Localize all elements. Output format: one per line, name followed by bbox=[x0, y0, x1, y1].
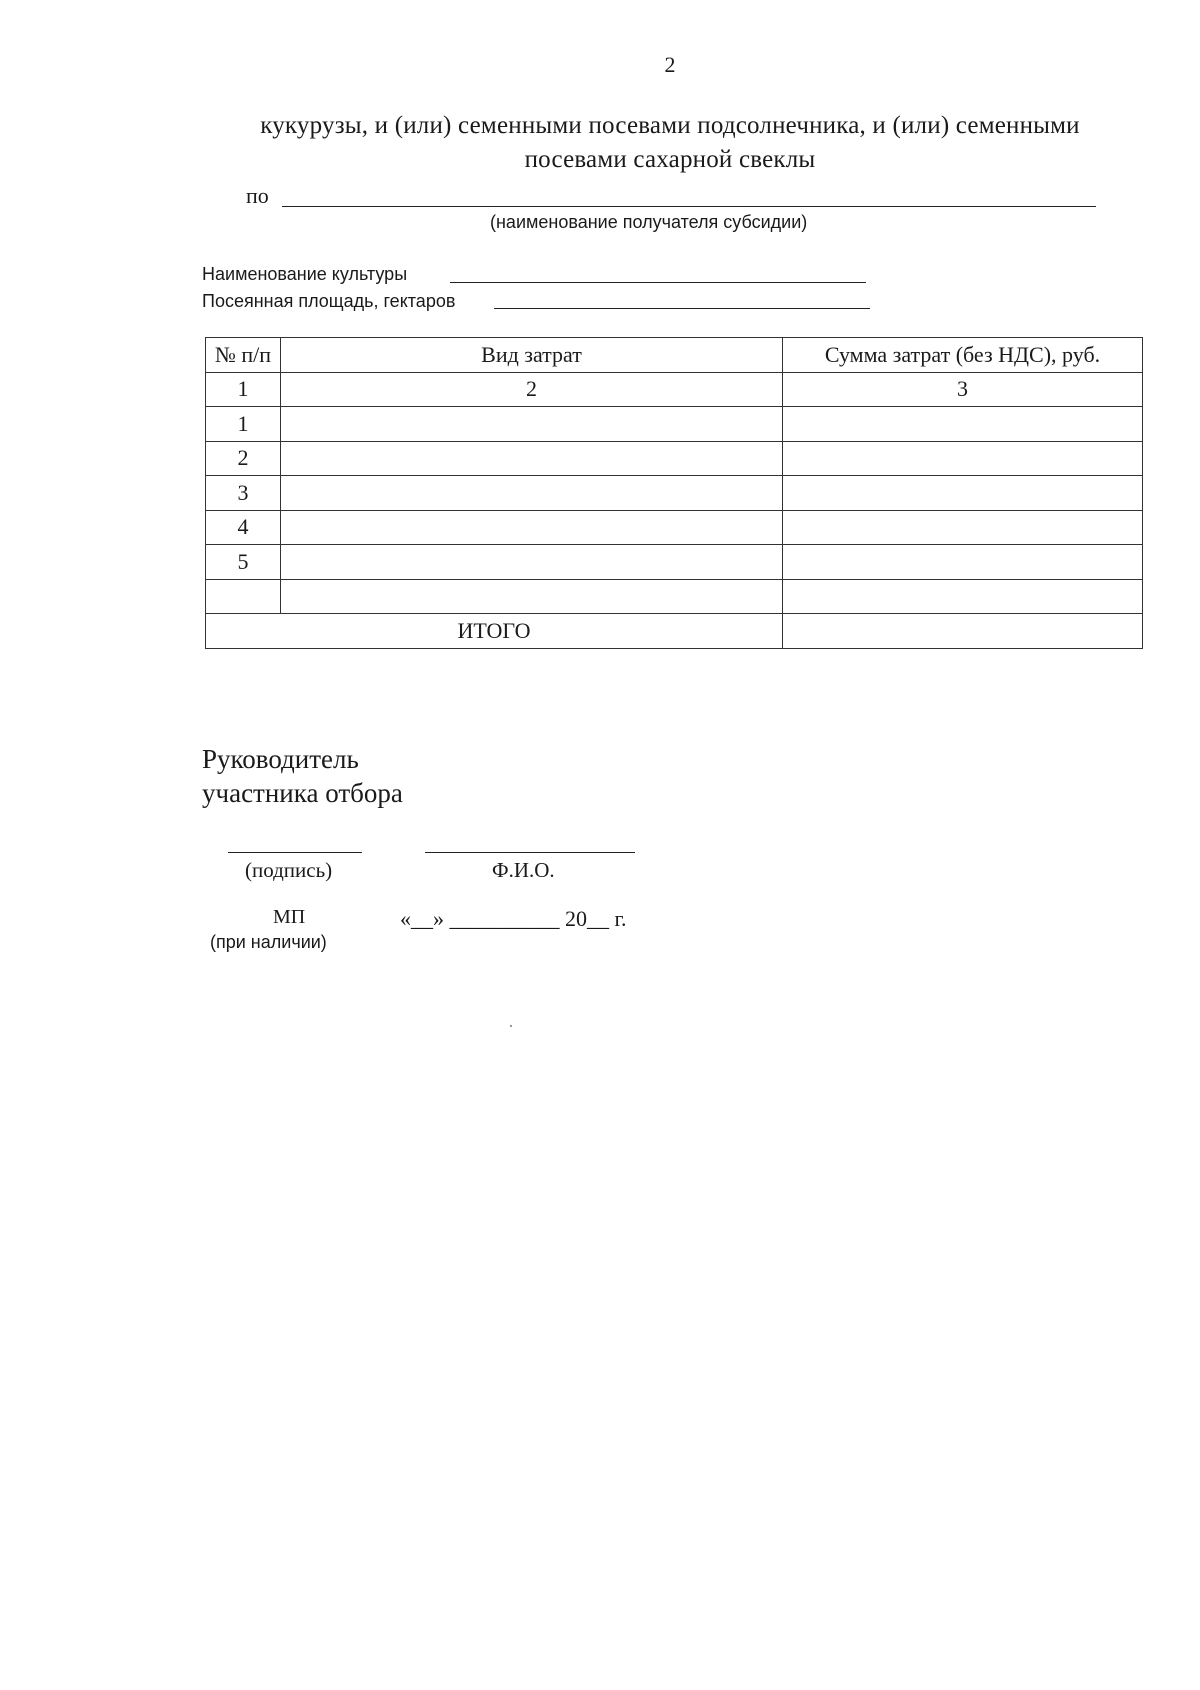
table-header-row bbox=[206, 338, 1143, 373]
stamp-note: (при наличии) bbox=[210, 932, 327, 952]
stamp-label: МП bbox=[273, 906, 306, 928]
total-label: ИТОГО bbox=[206, 614, 783, 649]
full-name-caption: Ф.И.О. bbox=[492, 858, 555, 882]
table-column-numbers-row bbox=[206, 372, 1143, 407]
recipient-prefix: по bbox=[246, 183, 269, 208]
cost-type-cell[interactable] bbox=[281, 476, 783, 511]
head-title-line-1: Руководитель bbox=[202, 744, 359, 774]
costs-table bbox=[205, 337, 1143, 649]
table-row bbox=[206, 545, 1143, 580]
header-cost-sum: Сумма затрат (без НДС), руб. bbox=[783, 338, 1143, 373]
cost-sum-cell[interactable] bbox=[783, 441, 1143, 476]
crop-name-label: Наименование культуры bbox=[202, 264, 408, 284]
cost-sum-cell[interactable] bbox=[783, 545, 1143, 580]
head-title-line-2: участника отбора bbox=[202, 778, 403, 808]
cost-type-cell[interactable] bbox=[281, 441, 783, 476]
row-number: 2 bbox=[206, 441, 281, 476]
cost-type-cell[interactable] bbox=[281, 510, 783, 545]
table-total-row bbox=[206, 614, 1143, 649]
row-number: 3 bbox=[206, 476, 281, 511]
sown-area-label: Посеянная площадь, гектаров bbox=[202, 291, 456, 311]
cost-type-cell[interactable] bbox=[281, 545, 783, 580]
row-number: 4 bbox=[206, 510, 281, 545]
title-line-2: посевами сахарной свеклы bbox=[524, 146, 816, 173]
title-line-1: кукурузы, и (или) семенными посевами подсолнечника, и (или) семенными bbox=[260, 112, 1080, 139]
column-number-2: 2 bbox=[281, 372, 783, 407]
column-number-1: 1 bbox=[206, 372, 281, 407]
full-name-field[interactable] bbox=[425, 852, 635, 853]
total-sum-cell[interactable] bbox=[783, 614, 1143, 649]
recipient-caption: (наименование получателя субсидии) bbox=[490, 212, 808, 232]
cost-sum-cell[interactable] bbox=[783, 476, 1143, 511]
crop-name-field[interactable] bbox=[450, 282, 866, 283]
table-row bbox=[206, 476, 1143, 511]
row-number: 5 bbox=[206, 545, 281, 580]
table-row bbox=[206, 441, 1143, 476]
page-number: 2 bbox=[664, 52, 676, 77]
header-number: № п/п bbox=[206, 338, 281, 373]
table-row bbox=[206, 407, 1143, 442]
table-row bbox=[206, 579, 1143, 614]
scan-speck bbox=[510, 1025, 512, 1027]
date-field[interactable]: «__» __________ 20__ г. bbox=[400, 906, 627, 931]
signature-field[interactable] bbox=[228, 852, 362, 853]
cost-sum-cell[interactable] bbox=[783, 510, 1143, 545]
cost-type-cell[interactable] bbox=[281, 579, 783, 614]
recipient-name-field[interactable] bbox=[282, 206, 1096, 207]
cost-sum-cell[interactable] bbox=[783, 407, 1143, 442]
cost-sum-cell[interactable] bbox=[783, 579, 1143, 614]
sown-area-field[interactable] bbox=[494, 308, 870, 309]
header-cost-type: Вид затрат bbox=[281, 338, 783, 373]
table-row bbox=[206, 510, 1143, 545]
row-number bbox=[206, 579, 281, 614]
row-number: 1 bbox=[206, 407, 281, 442]
signature-caption: (подпись) bbox=[245, 858, 333, 882]
column-number-3: 3 bbox=[783, 372, 1143, 407]
cost-type-cell[interactable] bbox=[281, 407, 783, 442]
